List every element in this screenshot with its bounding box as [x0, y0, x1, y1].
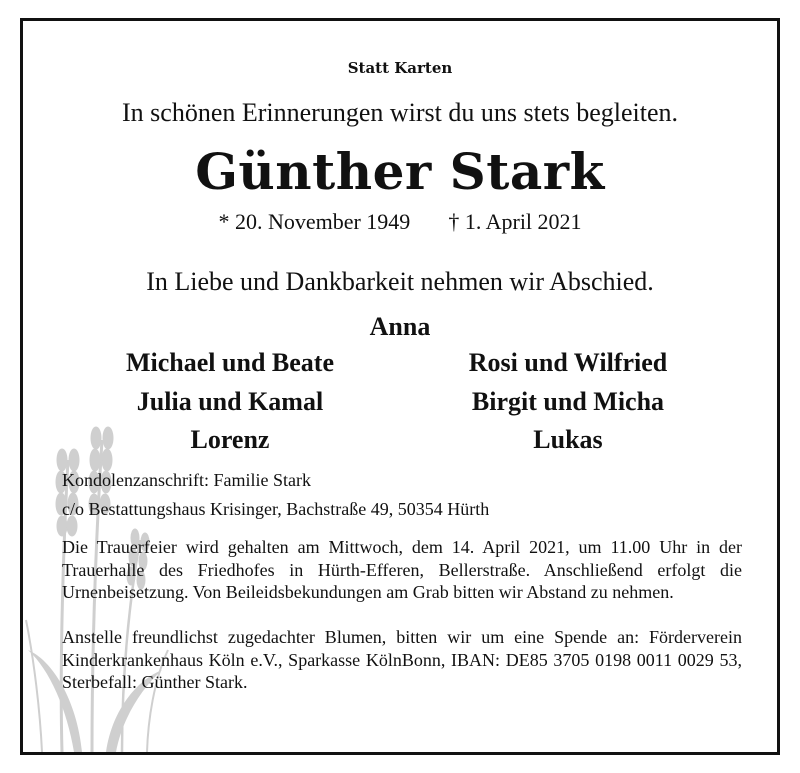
mourner-left: Michael und Beate [126, 348, 334, 377]
preheader: Statt Karten [347, 59, 453, 77]
farewell-line: In Liebe und Dankbarkeit nehmen wir Abschied. [146, 267, 654, 296]
donation-paragraph: Anstelle freundlichst zugedachter Blumen, bitten wir um eine Spende an: Förderverein Kinderkrankenhaus Köln e.V., Sparkasse KölnBonn, IBAN: DE85 3705 0198 0011 0029 53, Sterbefall: Günther Stark. [62, 627, 742, 692]
mourner-right: Lukas [533, 425, 603, 454]
deceased-name: Günther Stark [195, 142, 605, 201]
mourner-left: Julia und Kamal [136, 387, 324, 416]
life-dates [0, 209, 800, 235]
mourner-right: Birgit und Micha [471, 387, 665, 416]
condolence-address-line: Kondolenzanschrift: Familie Stark [62, 470, 311, 490]
ceremony-paragraph: Die Trauerfeier wird gehalten am Mittwoch, dem 14. April 2021, um 11.00 Uhr in der Trauerhalle des Friedhofes in Hürth-Efferen, Bellerstraße. Anschließend erfolgt die Urnenbeisetzung. Von Beileidsbekundungen am Grab bitten wir Abstand zu nehmen. [62, 537, 742, 602]
mourner-first: Anna [369, 312, 431, 341]
birth-date: * 20. November 1949 [218, 209, 411, 234]
condolence-address-line: c/o Bestattungshaus Krisinger, Bachstraße 49, 50354 Hürth [62, 499, 490, 519]
mourner-left: Lorenz [190, 425, 270, 454]
death-date: † 1. April 2021 [448, 209, 582, 234]
motto: In schönen Erinnerungen wirst du uns stets begleiten. [122, 98, 678, 127]
mourner-right: Rosi und Wilfried [468, 348, 668, 377]
